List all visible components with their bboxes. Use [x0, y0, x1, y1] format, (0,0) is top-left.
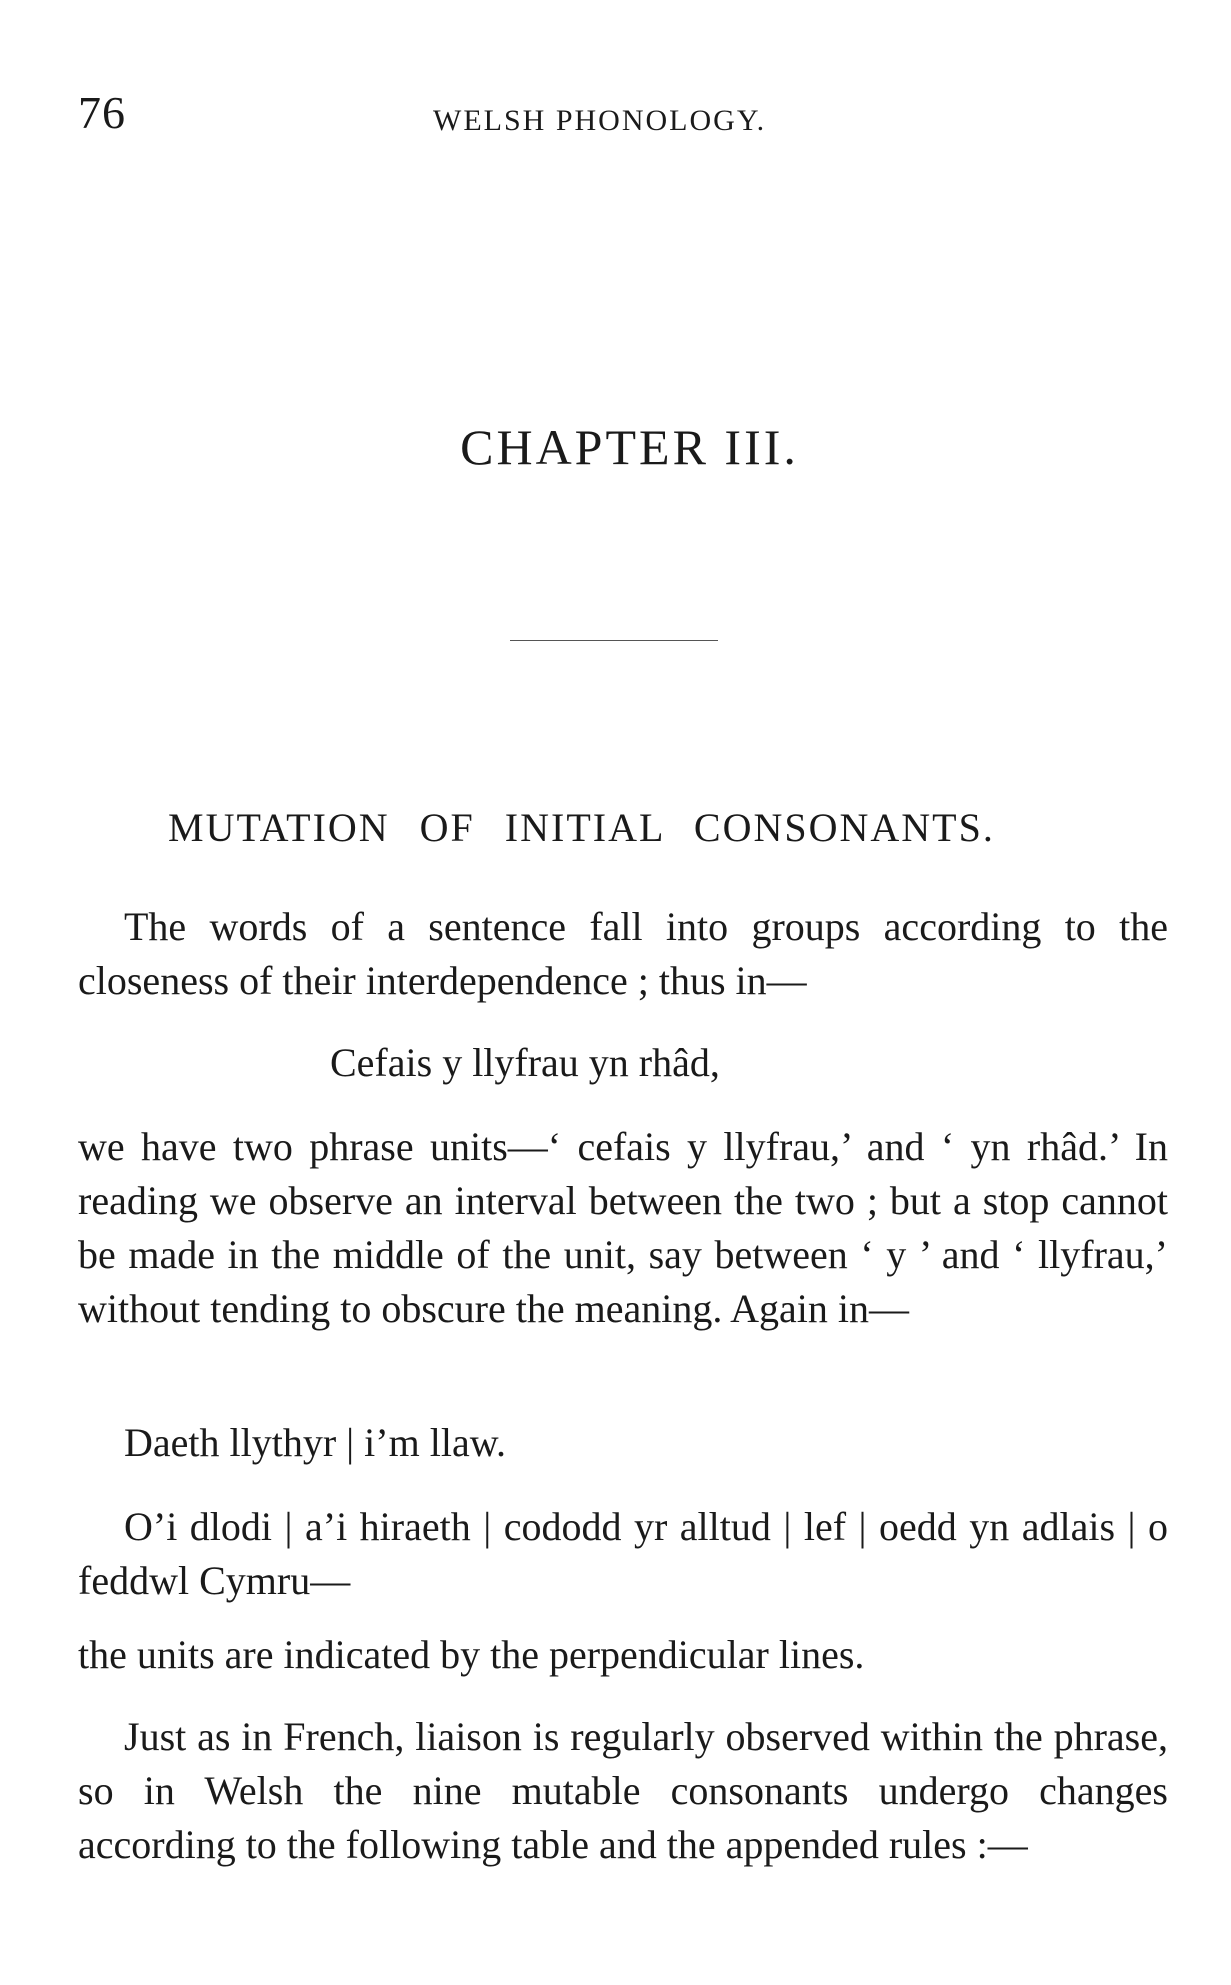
section-title: MUTATION OF INITIAL CONSONANTS.: [168, 805, 995, 850]
page-number: 76: [78, 87, 126, 138]
paragraph-3: the units are indicated by the perpendicular lines.: [78, 1632, 865, 1677]
paragraph-4: Just as in French, liaison is regularly observed within the phrase, so in Welsh the nine mutable consonants undergo changes according to the following table and the appended rules :—: [78, 1714, 1168, 1867]
example-sentence-2: Daeth llythyr | i’m llaw.: [124, 1420, 506, 1465]
chapter-heading: CHAPTER III.: [460, 419, 799, 475]
paragraph-2: we have two phrase units—‘ cefais y llyfrau,’ and ‘ yn rhâd.’ In reading we observe an interval between the two ; but a stop cannot be made in the middle of the unit, say between ‘ y ’ and ‘ llyfrau,’ without tending to obscure the meaning. Again in—: [78, 1124, 1168, 1331]
paragraph-1: The words of a sentence fall into groups according to the closeness of their interdependence ; thus in—: [78, 904, 1168, 1003]
example-sentence-1: Cefais y llyfrau yn rhâd,: [330, 1040, 720, 1085]
running-title: WELSH PHONOLOGY.: [433, 104, 767, 137]
running-head: [78, 86, 1168, 146]
example-sentence-3: O’i dlodi | a’i hiraeth | cododd yr alltud | lef | oedd yn adlais | o feddwl Cymru—: [78, 1504, 1168, 1603]
chapter-rule: [510, 640, 718, 641]
